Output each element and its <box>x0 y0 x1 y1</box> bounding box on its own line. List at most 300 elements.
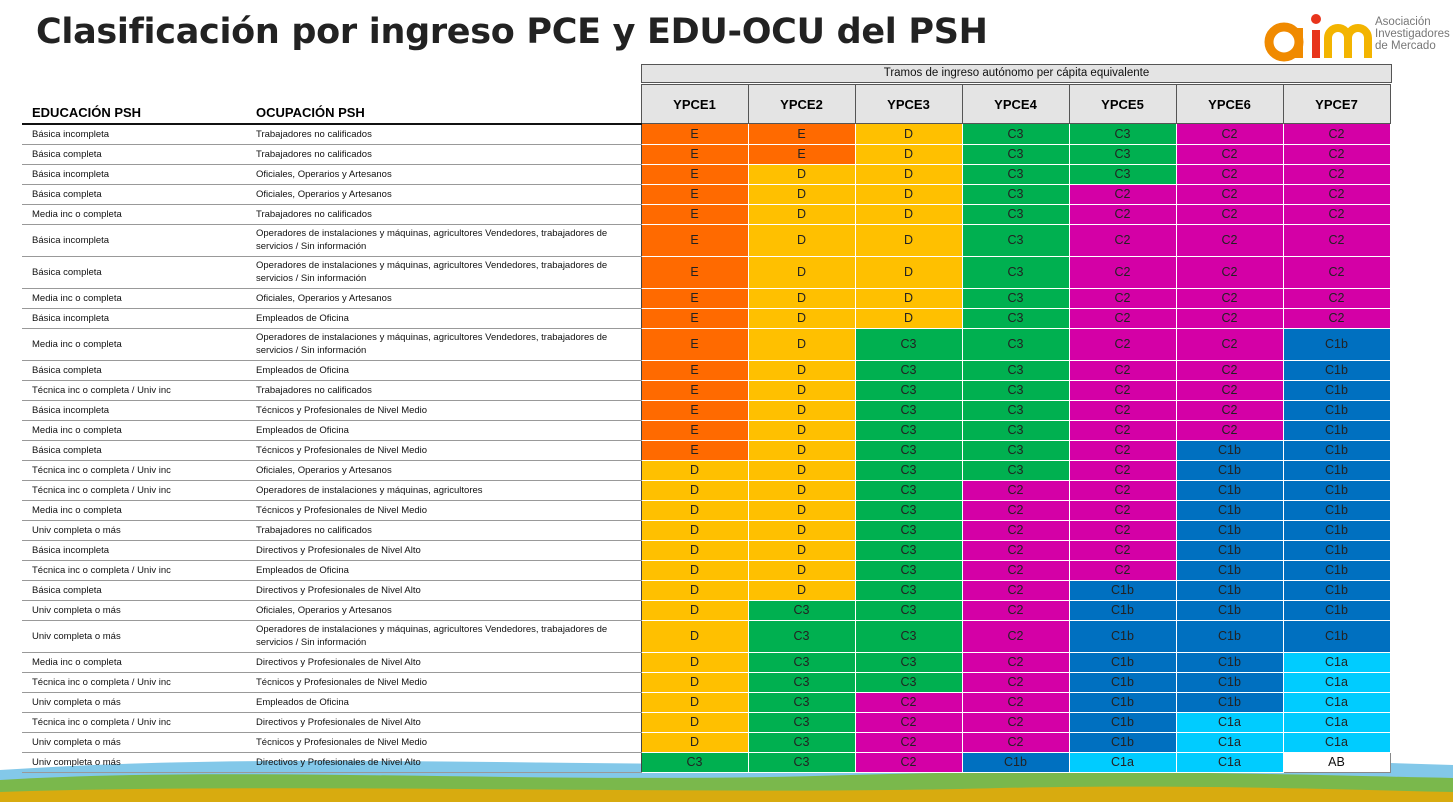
class-cell: D <box>855 124 962 145</box>
class-cell: D <box>641 580 748 600</box>
logo-line-3: de Mercado <box>1375 40 1436 52</box>
table-row <box>22 732 1390 752</box>
education-cell: Univ completa o más <box>22 600 246 620</box>
class-cell: C1a <box>1283 672 1390 692</box>
class-cell: C2 <box>1283 144 1390 164</box>
class-cell: C3 <box>855 400 962 420</box>
class-cell: C1b <box>1283 440 1390 460</box>
table-row <box>22 652 1390 672</box>
class-cell: C1a <box>1283 652 1390 672</box>
class-cell: C3 <box>855 620 962 652</box>
education-cell: Univ completa o más <box>22 520 246 540</box>
class-cell: C3 <box>855 440 962 460</box>
class-cell: D <box>641 620 748 652</box>
class-cell: AB <box>1283 752 1390 772</box>
class-cell: C1b <box>1283 560 1390 580</box>
table-row <box>22 480 1390 500</box>
class-cell: D <box>748 360 855 380</box>
education-cell: Univ completa o más <box>22 692 246 712</box>
class-cell: C2 <box>1176 328 1283 360</box>
class-cell: C1b <box>1176 692 1283 712</box>
class-cell: C1b <box>1069 692 1176 712</box>
occupation-cell: Directivos y Profesionales de Nivel Alto <box>246 540 641 560</box>
class-cell: E <box>641 360 748 380</box>
class-cell: C1b <box>1176 652 1283 672</box>
class-cell: C3 <box>962 288 1069 308</box>
education-cell: Univ completa o más <box>22 752 246 772</box>
occupation-cell: Empleados de Oficina <box>246 308 641 328</box>
education-cell: Básica completa <box>22 440 246 460</box>
table-row <box>22 440 1390 460</box>
class-cell: C2 <box>1069 256 1176 288</box>
class-cell: C2 <box>962 560 1069 580</box>
class-cell: E <box>641 256 748 288</box>
class-cell: D <box>748 400 855 420</box>
class-cell: C1b <box>1283 400 1390 420</box>
class-cell: C3 <box>855 580 962 600</box>
class-cell: C3 <box>962 328 1069 360</box>
occupation-column-header: OCUPACIÓN PSH <box>246 85 641 124</box>
class-cell: C1b <box>1283 600 1390 620</box>
class-cell: C3 <box>855 520 962 540</box>
class-cell: C2 <box>1283 224 1390 256</box>
class-cell: C3 <box>855 600 962 620</box>
income-column-header: YPCE7 <box>1283 85 1390 124</box>
class-cell: C3 <box>855 420 962 440</box>
class-cell: C2 <box>962 620 1069 652</box>
class-cell: D <box>855 224 962 256</box>
class-cell: C2 <box>1069 540 1176 560</box>
occupation-cell: Directivos y Profesionales de Nivel Alto <box>246 652 641 672</box>
class-cell: D <box>641 600 748 620</box>
class-cell: C1b <box>1283 580 1390 600</box>
table-row <box>22 124 1390 145</box>
class-cell: C2 <box>1176 308 1283 328</box>
class-cell: C3 <box>641 752 748 772</box>
education-cell: Técnica inc o completa / Univ inc <box>22 560 246 580</box>
class-cell: C3 <box>748 712 855 732</box>
class-cell: C3 <box>855 500 962 520</box>
class-cell: E <box>641 184 748 204</box>
education-cell: Técnica inc o completa / Univ inc <box>22 380 246 400</box>
class-cell: C2 <box>962 500 1069 520</box>
class-cell: C1b <box>1176 580 1283 600</box>
class-cell: C1b <box>1176 560 1283 580</box>
class-cell: E <box>641 204 748 224</box>
class-cell: C3 <box>962 144 1069 164</box>
class-cell: C2 <box>1176 224 1283 256</box>
class-cell: E <box>748 124 855 145</box>
page-title: Clasificación por ingreso PCE y EDU-OCU del PSH <box>36 12 988 52</box>
occupation-cell: Empleados de Oficina <box>246 560 641 580</box>
class-cell: C1a <box>1069 752 1176 772</box>
class-cell: C1b <box>1176 520 1283 540</box>
class-cell: D <box>748 184 855 204</box>
class-cell: E <box>641 288 748 308</box>
class-cell: D <box>748 460 855 480</box>
income-column-header: YPCE1 <box>641 85 748 124</box>
class-cell: C3 <box>1069 164 1176 184</box>
occupation-cell: Operadores de instalaciones y máquinas, agricultores Vendedores, trabajadores de servicios / Sin información <box>246 224 641 256</box>
class-cell: D <box>748 204 855 224</box>
class-cell: C1b <box>1069 712 1176 732</box>
logo-line-2: Investigadores <box>1375 28 1450 40</box>
table-row <box>22 360 1390 380</box>
class-cell: C2 <box>1283 164 1390 184</box>
table-row <box>22 164 1390 184</box>
classification-table <box>22 84 1391 773</box>
income-column-header: YPCE6 <box>1176 85 1283 124</box>
table-row <box>22 400 1390 420</box>
class-cell: C3 <box>962 460 1069 480</box>
education-cell: Media inc o completa <box>22 204 246 224</box>
class-cell: E <box>641 380 748 400</box>
class-cell: D <box>748 440 855 460</box>
class-cell: C2 <box>1283 256 1390 288</box>
table-row <box>22 308 1390 328</box>
occupation-cell: Oficiales, Operarios y Artesanos <box>246 184 641 204</box>
class-cell: C3 <box>748 620 855 652</box>
class-cell: C2 <box>962 520 1069 540</box>
class-cell: C1b <box>1069 672 1176 692</box>
class-cell: C3 <box>855 360 962 380</box>
occupation-cell: Directivos y Profesionales de Nivel Alto <box>246 752 641 772</box>
table-row <box>22 692 1390 712</box>
class-cell: C1b <box>1069 652 1176 672</box>
class-cell: C3 <box>855 672 962 692</box>
class-cell: C2 <box>962 480 1069 500</box>
class-cell: C3 <box>962 308 1069 328</box>
class-cell: C2 <box>1176 164 1283 184</box>
class-cell: C3 <box>748 692 855 712</box>
class-cell: C2 <box>1069 500 1176 520</box>
table-row <box>22 500 1390 520</box>
class-cell: C2 <box>962 540 1069 560</box>
occupation-cell: Oficiales, Operarios y Artesanos <box>246 460 641 480</box>
class-cell: C1b <box>1283 480 1390 500</box>
table-row <box>22 204 1390 224</box>
class-cell: E <box>641 124 748 145</box>
class-cell: C2 <box>1283 184 1390 204</box>
class-cell: C1a <box>1176 752 1283 772</box>
class-cell: C2 <box>962 580 1069 600</box>
class-cell: C2 <box>1069 460 1176 480</box>
education-cell: Básica completa <box>22 580 246 600</box>
occupation-cell: Oficiales, Operarios y Artesanos <box>246 288 641 308</box>
education-cell: Técnica inc o completa / Univ inc <box>22 480 246 500</box>
class-cell: C2 <box>1283 288 1390 308</box>
class-cell: E <box>641 308 748 328</box>
class-cell: C1b <box>1283 620 1390 652</box>
occupation-cell: Directivos y Profesionales de Nivel Alto <box>246 580 641 600</box>
table-row <box>22 460 1390 480</box>
table-row <box>22 184 1390 204</box>
class-cell: C3 <box>962 184 1069 204</box>
class-cell: D <box>748 580 855 600</box>
class-cell: E <box>641 420 748 440</box>
class-cell: C1b <box>1283 460 1390 480</box>
table-row <box>22 224 1390 256</box>
occupation-cell: Trabajadores no calificados <box>246 380 641 400</box>
class-cell: D <box>748 308 855 328</box>
class-cell: D <box>748 500 855 520</box>
class-cell: C1b <box>1283 328 1390 360</box>
table-row <box>22 752 1390 772</box>
class-cell: C1b <box>1283 540 1390 560</box>
occupation-cell: Técnicos y Profesionales de Nivel Medio <box>246 500 641 520</box>
table-row <box>22 712 1390 732</box>
table-row <box>22 380 1390 400</box>
class-cell: D <box>748 164 855 184</box>
class-cell: E <box>641 328 748 360</box>
education-cell: Media inc o completa <box>22 652 246 672</box>
class-cell: C1a <box>1283 732 1390 752</box>
class-cell: C1a <box>1176 712 1283 732</box>
class-cell: C3 <box>962 124 1069 145</box>
table-row <box>22 144 1390 164</box>
occupation-cell: Empleados de Oficina <box>246 692 641 712</box>
class-cell: D <box>748 328 855 360</box>
education-cell: Básica incompleta <box>22 124 246 145</box>
class-cell: C2 <box>1176 360 1283 380</box>
class-cell: C3 <box>962 380 1069 400</box>
class-cell: D <box>855 256 962 288</box>
class-cell: C2 <box>1176 256 1283 288</box>
class-cell: C2 <box>1176 204 1283 224</box>
class-cell: C3 <box>962 256 1069 288</box>
class-cell: D <box>748 380 855 400</box>
class-cell: D <box>855 164 962 184</box>
class-cell: D <box>748 480 855 500</box>
class-cell: D <box>641 540 748 560</box>
education-cell: Básica completa <box>22 360 246 380</box>
class-cell: C1b <box>1283 380 1390 400</box>
class-cell: C1b <box>1176 620 1283 652</box>
class-cell: E <box>641 164 748 184</box>
class-cell: C1a <box>1176 732 1283 752</box>
class-cell: C2 <box>1069 360 1176 380</box>
table-row <box>22 580 1390 600</box>
class-cell: C3 <box>962 164 1069 184</box>
class-cell: C2 <box>962 712 1069 732</box>
class-cell: E <box>641 144 748 164</box>
class-cell: C3 <box>748 732 855 752</box>
occupation-cell: Oficiales, Operarios y Artesanos <box>246 600 641 620</box>
class-cell: D <box>748 420 855 440</box>
occupation-cell: Técnicos y Profesionales de Nivel Medio <box>246 400 641 420</box>
class-cell: C2 <box>1069 400 1176 420</box>
occupation-cell: Técnicos y Profesionales de Nivel Medio <box>246 732 641 752</box>
occupation-cell: Operadores de instalaciones y máquinas, agricultores <box>246 480 641 500</box>
education-cell: Univ completa o más <box>22 620 246 652</box>
education-cell: Univ completa o más <box>22 732 246 752</box>
class-cell: C3 <box>855 380 962 400</box>
occupation-cell: Operadores de instalaciones y máquinas, agricultores Vendedores, trabajadores de servicios / Sin información <box>246 328 641 360</box>
table-row <box>22 256 1390 288</box>
class-cell: C1b <box>1176 672 1283 692</box>
education-column-header: EDUCACIÓN PSH <box>22 85 246 124</box>
class-cell: C3 <box>855 328 962 360</box>
class-cell: C2 <box>855 692 962 712</box>
income-column-header: YPCE5 <box>1069 85 1176 124</box>
class-cell: C2 <box>1069 440 1176 460</box>
education-cell: Básica incompleta <box>22 224 246 256</box>
class-cell: C3 <box>962 224 1069 256</box>
class-cell: C2 <box>962 652 1069 672</box>
class-cell: C3 <box>855 480 962 500</box>
class-cell: C1b <box>1176 480 1283 500</box>
class-cell: C2 <box>855 712 962 732</box>
income-group-header: Tramos de ingreso autónomo per cápita equivalente <box>641 64 1392 83</box>
class-cell: C2 <box>1069 380 1176 400</box>
class-cell: C3 <box>855 460 962 480</box>
occupation-cell: Técnicos y Profesionales de Nivel Medio <box>246 672 641 692</box>
class-cell: C3 <box>748 672 855 692</box>
class-cell: C2 <box>962 600 1069 620</box>
class-cell: C2 <box>1283 204 1390 224</box>
class-cell: E <box>641 224 748 256</box>
class-cell: C2 <box>1069 560 1176 580</box>
class-cell: C2 <box>1283 308 1390 328</box>
class-cell: C2 <box>1069 288 1176 308</box>
class-cell: C1a <box>1283 692 1390 712</box>
class-cell: C2 <box>1069 184 1176 204</box>
class-cell: D <box>748 520 855 540</box>
class-cell: D <box>641 480 748 500</box>
education-cell: Básica completa <box>22 256 246 288</box>
class-cell: C2 <box>1176 420 1283 440</box>
education-cell: Básica incompleta <box>22 540 246 560</box>
class-cell: D <box>855 144 962 164</box>
class-cell: D <box>641 460 748 480</box>
occupation-cell: Trabajadores no calificados <box>246 520 641 540</box>
table-row <box>22 540 1390 560</box>
class-cell: C2 <box>962 692 1069 712</box>
class-cell: C3 <box>748 652 855 672</box>
class-cell: D <box>641 560 748 580</box>
class-cell: C3 <box>962 400 1069 420</box>
class-cell: C1b <box>962 752 1069 772</box>
class-cell: D <box>855 308 962 328</box>
class-cell: C1b <box>1176 440 1283 460</box>
education-cell: Básica incompleta <box>22 308 246 328</box>
table-row <box>22 672 1390 692</box>
education-cell: Básica completa <box>22 184 246 204</box>
class-cell: C3 <box>962 204 1069 224</box>
occupation-cell: Directivos y Profesionales de Nivel Alto <box>246 712 641 732</box>
education-cell: Técnica inc o completa / Univ inc <box>22 460 246 480</box>
class-cell: C1b <box>1176 460 1283 480</box>
class-cell: C1b <box>1283 360 1390 380</box>
class-cell: C2 <box>1069 328 1176 360</box>
class-cell: D <box>748 224 855 256</box>
table-row <box>22 600 1390 620</box>
class-cell: C3 <box>1069 124 1176 145</box>
class-cell: C2 <box>1069 224 1176 256</box>
education-cell: Técnica inc o completa / Univ inc <box>22 712 246 732</box>
class-cell: C3 <box>962 440 1069 460</box>
class-cell: C1b <box>1176 600 1283 620</box>
class-cell: C3 <box>1069 144 1176 164</box>
table-row <box>22 560 1390 580</box>
class-cell: C3 <box>855 560 962 580</box>
occupation-cell: Trabajadores no calificados <box>246 124 641 145</box>
occupation-cell: Oficiales, Operarios y Artesanos <box>246 164 641 184</box>
class-cell: C2 <box>1176 124 1283 145</box>
class-cell: D <box>641 500 748 520</box>
class-cell: C2 <box>1069 520 1176 540</box>
class-cell: C2 <box>962 732 1069 752</box>
class-cell: D <box>641 732 748 752</box>
class-cell: D <box>748 540 855 560</box>
class-cell: C3 <box>748 752 855 772</box>
class-cell: C3 <box>962 360 1069 380</box>
class-cell: C1b <box>1176 500 1283 520</box>
class-cell: C2 <box>1176 184 1283 204</box>
class-cell: C2 <box>1176 380 1283 400</box>
class-cell: C1b <box>1283 500 1390 520</box>
class-cell: D <box>855 204 962 224</box>
class-cell: E <box>641 440 748 460</box>
education-cell: Básica incompleta <box>22 164 246 184</box>
class-cell: C2 <box>855 732 962 752</box>
income-column-header: YPCE4 <box>962 85 1069 124</box>
class-cell: C1b <box>1283 420 1390 440</box>
education-cell: Media inc o completa <box>22 288 246 308</box>
class-cell: C2 <box>1069 480 1176 500</box>
class-cell: C1b <box>1069 580 1176 600</box>
occupation-cell: Operadores de instalaciones y máquinas, agricultores Vendedores, trabajadores de servicios / Sin información <box>246 620 641 652</box>
header-row <box>22 85 1390 124</box>
education-cell: Media inc o completa <box>22 420 246 440</box>
class-cell: D <box>641 672 748 692</box>
logo-wordmark <box>1375 16 1450 52</box>
table-body <box>22 124 1390 773</box>
class-cell: C2 <box>1283 124 1390 145</box>
occupation-cell: Trabajadores no calificados <box>246 204 641 224</box>
income-column-header: YPCE2 <box>748 85 855 124</box>
class-cell: C3 <box>962 420 1069 440</box>
class-cell: D <box>748 288 855 308</box>
education-cell: Básica incompleta <box>22 400 246 420</box>
class-cell: E <box>641 400 748 420</box>
class-cell: C1b <box>1176 540 1283 560</box>
table-row <box>22 620 1390 652</box>
education-cell: Media inc o completa <box>22 500 246 520</box>
class-cell: C2 <box>962 672 1069 692</box>
class-cell: D <box>641 652 748 672</box>
class-cell: D <box>641 712 748 732</box>
class-cell: D <box>855 184 962 204</box>
education-cell: Media inc o completa <box>22 328 246 360</box>
income-column-header: YPCE3 <box>855 85 962 124</box>
table-row <box>22 328 1390 360</box>
occupation-cell: Trabajadores no calificados <box>246 144 641 164</box>
logo-line-1: Asociación <box>1375 16 1431 28</box>
table-row <box>22 420 1390 440</box>
class-cell: C1b <box>1069 600 1176 620</box>
table-row <box>22 520 1390 540</box>
class-cell: C1b <box>1283 520 1390 540</box>
occupation-cell: Técnicos y Profesionales de Nivel Medio <box>246 440 641 460</box>
occupation-cell: Operadores de instalaciones y máquinas, agricultores Vendedores, trabajadores de servicios / Sin información <box>246 256 641 288</box>
class-cell: C1b <box>1069 732 1176 752</box>
class-cell: C2 <box>1069 420 1176 440</box>
class-cell: D <box>641 520 748 540</box>
class-cell: C2 <box>1176 144 1283 164</box>
class-cell: D <box>641 692 748 712</box>
occupation-cell: Empleados de Oficina <box>246 360 641 380</box>
